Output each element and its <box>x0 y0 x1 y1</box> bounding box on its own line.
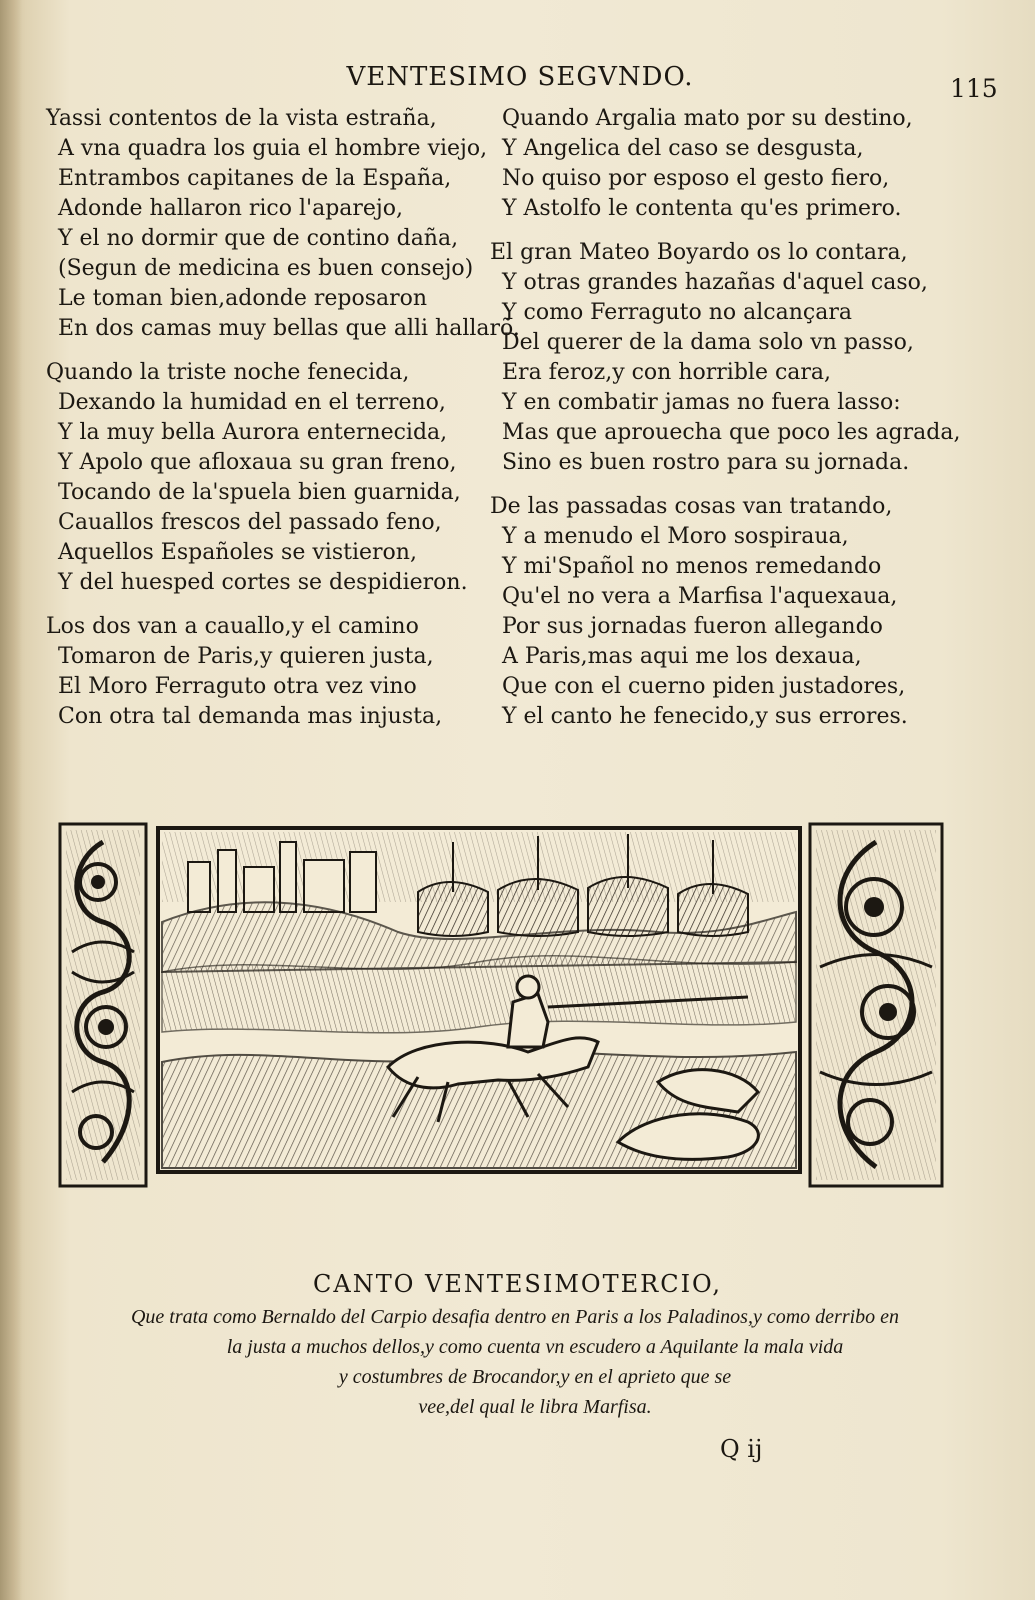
left-column <box>46 104 520 746</box>
verse-line: Dexando la humidad en el terreno, <box>58 390 446 415</box>
stanza <box>46 358 476 598</box>
verse-line: Sino es buen rostro para su jornada. <box>502 450 910 475</box>
folio-number: 115 <box>950 74 998 103</box>
verse-line: Y el canto he fenecido,y sus errores. <box>502 704 908 729</box>
verse-line: Y otras grandes hazañas d'aquel caso, <box>502 270 928 295</box>
canto-summary-line: y costumbres de Brocandor,y en el aprieto que se <box>338 1366 732 1388</box>
canto-summary-line: la justa a muchos dellos,y como cuenta vn escudero a Aquilante la mala vida <box>226 1336 844 1358</box>
stanza <box>490 104 990 224</box>
verse-line: Quando la triste noche fenecida, <box>46 360 410 385</box>
verse-line: Y del huesped cortes se despidieron. <box>58 570 468 595</box>
woodcut-scene <box>158 828 800 1172</box>
stanza <box>46 104 520 344</box>
verse-line: Y la muy bella Aurora enternecida, <box>58 420 448 445</box>
page-gutter <box>0 0 22 1600</box>
verse-line: De las passadas cosas van tratando, <box>490 494 893 519</box>
verse-line: Qu'el no vera a Marfisa l'aquexaua, <box>502 584 898 609</box>
verse-line: Y Astolfo le contenta qu'es primero. <box>502 196 902 221</box>
canto-summary-line: Que trata como Bernaldo del Carpio desafia dentro en Paris a los Paladinos,y como derribo en <box>130 1306 900 1328</box>
verse-line: Y mi'Spañol no menos remedando <box>502 554 882 579</box>
verse-line: Y a menudo el Moro sospiraua, <box>502 524 849 549</box>
verse-line: Los dos van a cauallo,y el camino <box>46 614 419 639</box>
verse-line: Y como Ferraguto no alcançara <box>502 300 852 325</box>
stanza <box>46 612 476 732</box>
right-column <box>490 104 990 746</box>
verse-line: Tocando de la'spuela bien guarnida, <box>58 480 461 505</box>
verse-line: Adonde hallaron rico l'aparejo, <box>58 196 403 221</box>
stanza <box>490 238 990 478</box>
verse-line: Y en combatir jamas no fuera lasso: <box>502 390 901 415</box>
verse-line: Y el no dormir que de contino daña, <box>58 226 459 251</box>
verse-line: El gran Mateo Boyardo os lo contara, <box>490 240 908 265</box>
canto-heading: CANTO VENTESIMOTERCIO, <box>313 1270 722 1298</box>
verse-line: (Segun de medicina es buen consejo) <box>58 256 474 281</box>
verse-line: Con otra tal demanda mas injusta, <box>58 704 443 729</box>
verse-line: Quando Argalia mato por su destino, <box>502 106 913 131</box>
verse-line: Del querer de la dama solo vn passo, <box>502 330 914 355</box>
verse-line: Yassi contentos de la vista estraña, <box>46 106 437 131</box>
verse-line: Era feroz,y con horrible cara, <box>502 360 832 385</box>
verse-line: En dos camas muy bellas que alli hallarõ. <box>58 316 520 341</box>
verse-line: A vna quadra los guia el hombre viejo, <box>58 136 488 161</box>
verse-line: El Moro Ferraguto otra vez vino <box>58 674 417 699</box>
verse-line: Cauallos frescos del passado feno, <box>58 510 442 535</box>
verse-line: Tomaron de Paris,y quieren justa, <box>58 644 434 669</box>
left-ornamental-border <box>60 824 146 1186</box>
verse-line: Y Angelica del caso se desgusta, <box>502 136 864 161</box>
signature-mark: Q ij <box>720 1435 763 1463</box>
verse-line: Le toman bien,adonde reposaron <box>58 286 428 311</box>
verse-line: Y Apolo que afloxaua su gran freno, <box>58 450 457 475</box>
verse-line: No quiso por esposo el gesto fiero, <box>502 166 890 191</box>
verse-line: Entrambos capitanes de la España, <box>58 166 452 191</box>
verse-line: Por sus jornadas fueron allegando <box>502 614 883 639</box>
verse-line: Mas que aprouecha que poco les agrada, <box>502 420 961 445</box>
verse-line: Que con el cuerno piden justadores, <box>502 674 906 699</box>
running-title: VENTESIMO SEGVNDO. <box>346 62 694 92</box>
right-ornamental-border <box>810 824 942 1186</box>
stanza <box>490 492 990 732</box>
verse-line: A Paris,mas aqui me los dexaua, <box>502 644 862 669</box>
verse-line: Aquellos Españoles se vistieron, <box>58 540 417 565</box>
canto-summary-line: vee,del qual le libra Marfisa. <box>418 1396 652 1418</box>
woodcut-illustration <box>58 822 946 1212</box>
